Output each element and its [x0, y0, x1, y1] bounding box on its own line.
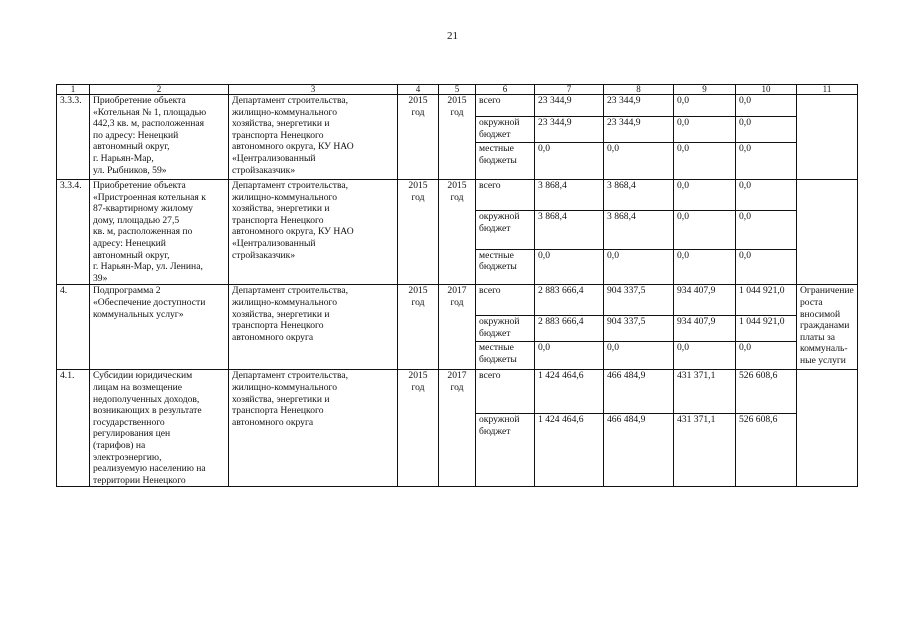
event-name: Подпрограмма 2 «Обеспечение доступности коммунальных услуг» [90, 285, 229, 370]
funding-source: местные бюджеты [476, 342, 535, 370]
column-number: 5 [439, 85, 476, 95]
amount-2017: 0,0 [736, 342, 797, 370]
page-number: 21 [447, 30, 458, 42]
row-number: 4.1. [57, 370, 90, 487]
amount-total: 1 424 464,6 [535, 414, 604, 487]
amount-total: 0,0 [535, 143, 604, 180]
amount-2016: 0,0 [674, 180, 736, 211]
amount-2017: 0,0 [736, 249, 797, 284]
amount-2015: 3 868,4 [604, 211, 674, 249]
amount-2016: 934 407,9 [674, 316, 736, 342]
expected-result: Ограничение роста вносимой гражданами платы за коммуналь- ные услуги [797, 285, 858, 370]
amount-2015: 23 344,9 [604, 95, 674, 117]
amount-2017: 0,0 [736, 117, 797, 143]
amount-2016: 431 371,1 [674, 414, 736, 487]
row-number: 3.3.3. [57, 95, 90, 180]
amount-2015: 0,0 [604, 249, 674, 284]
amount-total: 23 344,9 [535, 95, 604, 117]
amount-2016: 0,0 [674, 117, 736, 143]
amount-2015: 0,0 [604, 342, 674, 370]
column-number: 4 [398, 85, 439, 95]
end-year: 2017 год [439, 285, 476, 370]
event-name: Приобретение объекта «Пристроенная котельная к 87-квартирному жилому дому, площадью 27,5 кв. м, расположенная по адресу: Ненецкий автономный округ, г. Нарьян-Мар, ул. Ленина, 39» [90, 180, 229, 285]
funding-source: всего [476, 180, 535, 211]
expected-result [797, 370, 858, 487]
column-number: 3 [229, 85, 398, 95]
program-row [57, 180, 858, 211]
amount-2017: 526 608,6 [736, 370, 797, 414]
column-number: 9 [674, 85, 736, 95]
end-year: 2015 год [439, 180, 476, 285]
funding-source: всего [476, 95, 535, 117]
column-number: 2 [90, 85, 229, 95]
amount-2015: 3 868,4 [604, 180, 674, 211]
amount-total: 2 883 666,4 [535, 316, 604, 342]
amount-total: 3 868,4 [535, 211, 604, 249]
row-number: 4. [57, 285, 90, 370]
amount-2016: 0,0 [674, 249, 736, 284]
column-number: 11 [797, 85, 858, 95]
amount-2016: 0,0 [674, 143, 736, 180]
event-name: Приобретение объекта «Котельная № 1, площадью 442,3 кв. м, расположенная по адресу: Ненецкий автономный округ, г. Нарьян-Мар, ул. Рыбников, 59» [90, 95, 229, 180]
column-number: 1 [57, 85, 90, 95]
program-row [57, 95, 858, 117]
amount-2015: 466 484,9 [604, 414, 674, 487]
column-number-row [57, 85, 858, 95]
amount-2017: 0,0 [736, 143, 797, 180]
executor: Департамент строительства, жилищно-коммунального хозяйства, энергетики и транспорта Ненецкого автономного округа [229, 285, 398, 370]
amount-2015: 904 337,5 [604, 285, 674, 316]
amount-total: 1 424 464,6 [535, 370, 604, 414]
funding-source: всего [476, 285, 535, 316]
start-year: 2015 год [398, 370, 439, 487]
start-year: 2015 год [398, 180, 439, 285]
amount-2017: 0,0 [736, 211, 797, 249]
funding-source: окружной бюджет [476, 414, 535, 487]
column-number: 10 [736, 85, 797, 95]
amount-2016: 934 407,9 [674, 285, 736, 316]
funding-source: окружной бюджет [476, 117, 535, 143]
program-row [57, 370, 858, 414]
funding-source: окружной бюджет [476, 316, 535, 342]
amount-2016: 0,0 [674, 342, 736, 370]
amount-2017: 0,0 [736, 95, 797, 117]
amount-2015: 0,0 [604, 143, 674, 180]
amount-2015: 904 337,5 [604, 316, 674, 342]
amount-total: 0,0 [535, 342, 604, 370]
amount-2017: 1 044 921,0 [736, 316, 797, 342]
event-name: Субсидии юридическим лицам на возмещение недополученных доходов, возникающих в результате государственного регулирования цен (тарифов) на электроэнергию, реализуемую населению на территории Ненецкого [90, 370, 229, 487]
executor: Департамент строительства, жилищно-коммунального хозяйства, энергетики и транспорта Ненецкого автономного округа [229, 370, 398, 487]
start-year: 2015 год [398, 285, 439, 370]
amount-2017: 526 608,6 [736, 414, 797, 487]
funding-source: окружной бюджет [476, 211, 535, 249]
column-number: 7 [535, 85, 604, 95]
amount-2017: 1 044 921,0 [736, 285, 797, 316]
amount-2015: 23 344,9 [604, 117, 674, 143]
column-number: 6 [476, 85, 535, 95]
column-number: 8 [604, 85, 674, 95]
amount-2015: 466 484,9 [604, 370, 674, 414]
funding-source: всего [476, 370, 535, 414]
row-number: 3.3.4. [57, 180, 90, 285]
amount-total: 0,0 [535, 249, 604, 284]
amount-2016: 0,0 [674, 211, 736, 249]
start-year: 2015 год [398, 95, 439, 180]
executor: Департамент строительства, жилищно-коммунального хозяйства, энергетики и транспорта Ненецкого автономного округа, КУ НАО «Централизованный стройзаказчик» [229, 95, 398, 180]
amount-2016: 0,0 [674, 95, 736, 117]
amount-total: 2 883 666,4 [535, 285, 604, 316]
amount-2016: 431 371,1 [674, 370, 736, 414]
executor: Департамент строительства, жилищно-коммунального хозяйства, энергетики и транспорта Ненецкого автономного округа, КУ НАО «Централизованный стройзаказчик» [229, 180, 398, 285]
amount-total: 23 344,9 [535, 117, 604, 143]
program-table-body [57, 85, 858, 487]
end-year: 2017 год [439, 370, 476, 487]
amount-2017: 0,0 [736, 180, 797, 211]
funding-source: местные бюджеты [476, 249, 535, 284]
funding-source: местные бюджеты [476, 143, 535, 180]
amount-total: 3 868,4 [535, 180, 604, 211]
expected-result [797, 95, 858, 180]
expected-result [797, 180, 858, 285]
end-year: 2015 год [439, 95, 476, 180]
program-row [57, 285, 858, 316]
program-table [56, 84, 858, 487]
